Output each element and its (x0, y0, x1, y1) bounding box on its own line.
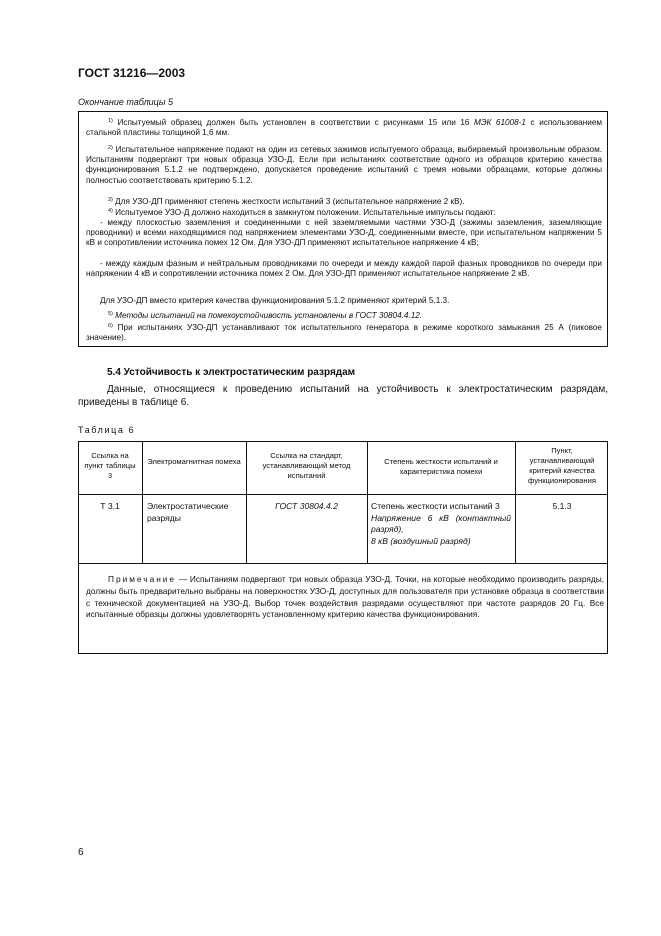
table6-col-divider (142, 441, 143, 564)
footnote-2: $^{2)}$ Испытательное напряжение подают на один из сетевых зажимов испытуемого образца, выбираемый произвольным образом. Испытаниям подвергают три новых образца УЗО-Д. Если при испытаниях соответствие одного из образцов критерию качества функционирования 5.1.2 не подтверждено, допускается проведение испытаний с тремя новыми образцами, которые должны полностью соответствовать критерию 5.1.2. (86, 145, 602, 185)
table6-cell-severity (371, 501, 511, 547)
table6-col-divider (246, 441, 247, 564)
table6-header-severity: Степень жесткости испытаний и характеристика помехи (384, 457, 498, 476)
footnote-4-item-2: - между каждым фазным и нейтральным проводниками по очереди и между каждой парой фазных проводников по очереди при напряжении 4 кВ и сопротивлении источника помех 2 Ом. Для УЗО-ДП применяют испытательное напряжение 2 кВ. (86, 259, 602, 279)
section-paragraph: Данные, относящиеся к проведению испытаний на устойчивость к электростатическим разрядам, приведены в таблице 6. (78, 384, 608, 408)
footnote-1: $^{1)}$ Испытуемый образец должен быть установлен в соответствии с рисунками 15 или 16 МЭК 61008-1 с использованием стальной пластины толщиной 1,6 мм. (86, 118, 603, 138)
section-title: 5.4 Устойчивость к электростатическим разрядам (107, 367, 356, 378)
table6-col-divider (515, 441, 516, 564)
document-header: ГОСТ 31216—2003 (78, 66, 186, 80)
footnote-4: $^{4)}$ Испытуемое УЗО-Д должно находиться в замкнутом положении. Испытательные импульсы подают: (108, 208, 496, 217)
footnote-3: $^{3)}$ Для УЗО-ДП применяют степень жесткости испытаний 3 (испытательное напряжение 2 кВ). (108, 197, 465, 206)
table6-note-rule (78, 563, 608, 564)
table6-cell-standard: ГОСТ 30804.4.2 (275, 501, 338, 511)
table6-header-interference: Электромагнитная помеха (147, 457, 241, 466)
table6-caption: Таблица 6 (78, 425, 136, 435)
footnote-4-item-1: - между плоскостью заземления и соединенными с ней заземляемыми частями УЗО-Д (зажимы заземления, заземляющие проводники) и всеми находящимися под напряжением элементами УЗО-Д, соединенными вместе, при испытательном напряжении 5 кВ и сопротивлении источника помех 12 Ом. Для УЗО-ДП применяют испытательное напряжение 4 кВ; (86, 218, 602, 248)
page-number: 6 (78, 847, 84, 858)
footnote-5: $^{5)}$ Методы испытаний на помехоустойчивость установлены в ГОСТ 30804.4.12. (108, 311, 423, 320)
note-label: Примечание (108, 574, 177, 584)
severity-contact: Напряжение 6 кВ (контактный разряд), (371, 512, 511, 534)
table6-note (86, 574, 604, 621)
severity-air: 8 кВ (воздушный разряд) (371, 535, 471, 546)
table-continuation-caption: Окончание таблицы 5 (78, 97, 173, 107)
table6-cell-interference: Электростатические разряды (147, 501, 229, 523)
table6-col-divider (367, 441, 368, 564)
table6-header-ref: Ссылка на пункт таблицы 3 (84, 451, 136, 480)
table6-cell-ref: Т 3.1 (100, 501, 120, 511)
severity-level: Степень жесткости испытаний 3 (371, 501, 500, 511)
footnote-6: $^{6)}$ При испытаниях УЗО-ДП устанавливают ток испытательного генератора в режиме короткого замыкания 25 А (пиковое значение). (86, 323, 602, 343)
footnote-4-item-3: Для УЗО-ДП вместо критерия качества функционирования 5.1.2 применяют критерий 5.1.3. (100, 296, 450, 305)
table6-header-standard: Ссылка на стандарт, устанавливающий метод испытаний (262, 451, 351, 480)
table6-header-rule (78, 494, 608, 495)
note-text: — Испытаниям подвергают три новых образца УЗО-Д. Точки, на которые необходимо производить разряды, должны быть предварительно выбраны на поверхностях УЗО-Д, доступных для пользователя при установке образца в соответствии с технической документацией на УЗО-Д. Выбор точек воздействия разрядами осуществляют при частоте разрядов 20 Гц. Все испытанные образцы должны удовлетворять установленному критерию качества функционирования. (86, 574, 604, 620)
table6-cell-criterion: 5.1.3 (552, 501, 572, 511)
table6-header-criterion: Пункт, устанавливающий критерий качества функционирования (528, 446, 596, 485)
